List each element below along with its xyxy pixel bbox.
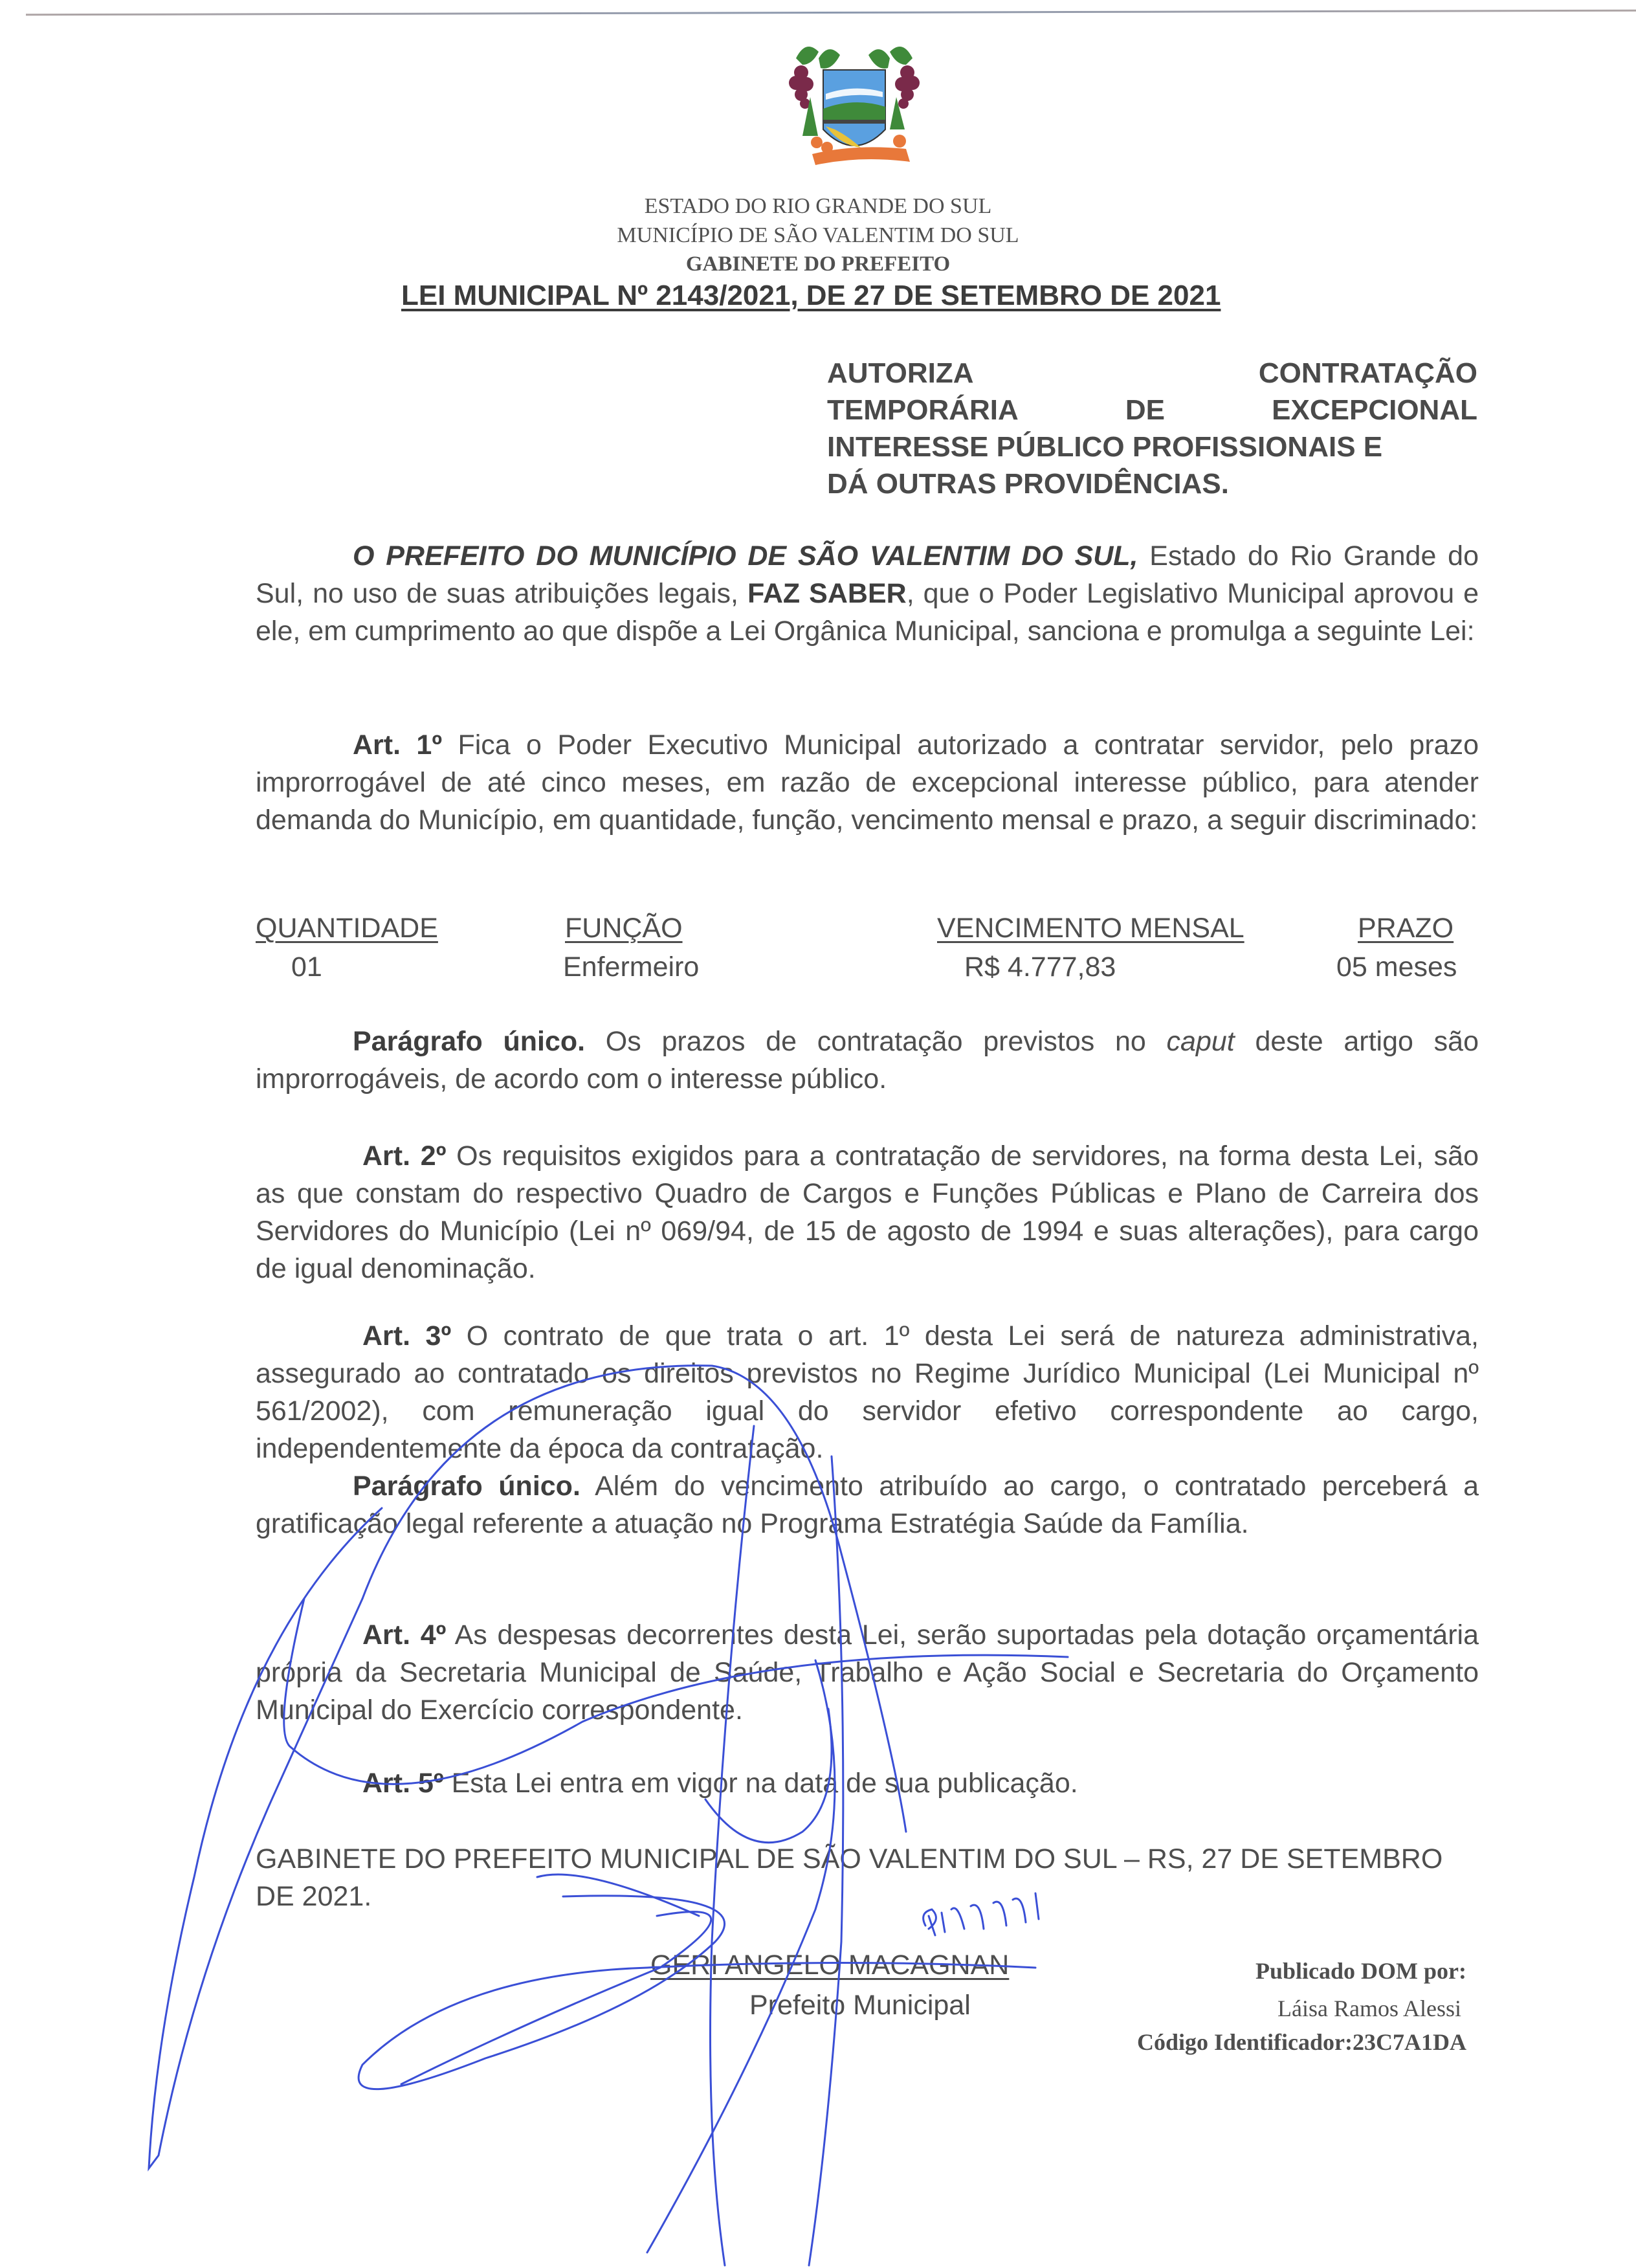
coat-of-arms-icon xyxy=(777,32,932,168)
article-5 xyxy=(256,1764,1479,1802)
paragraph-label: Parágrafo único. xyxy=(353,1026,586,1057)
article-text: Fica o Poder Executivo Municipal autorizado a contratar servidor, pelo prazo improrrogável de até cinco meses, em razão de excepcional interesse público, para atender demanda do Município, em quantidade, função, vencimento mensal e prazo, a seguir discriminado: xyxy=(256,729,1479,836)
preamble-text: , que o Poder Legislativo Municipal aprovou e ele, em cumprimento ao que dispõe a Lei Orgânica Municipal, sanciona e promulga a seguinte Lei: xyxy=(256,578,1479,647)
summary-line: DÁ OUTRAS PROVIDÊNCIAS. xyxy=(827,468,1229,500)
paragraph-caput: caput xyxy=(1166,1026,1235,1057)
article-label: Art. 4º xyxy=(362,1619,447,1651)
publication-code: Código Identificador:23C7A1DA xyxy=(1137,2029,1466,2055)
closing-place-date: GABINETE DO PREFEITO MUNICIPAL DE SÃO VALENTIM DO SUL – RS, 27 DE SETEMBRO DE 2021. xyxy=(256,1843,1443,1912)
signature-stroke xyxy=(401,1912,711,2084)
article-label: Art. 5º xyxy=(362,1768,444,1799)
paragraph-label: Parágrafo único. xyxy=(353,1471,580,1502)
article-label: Art. 2º xyxy=(362,1140,447,1172)
summary-word: AUTORIZA xyxy=(827,357,974,389)
article-text: Esta Lei entra em vigor na data de sua publicação. xyxy=(443,1768,1078,1799)
publication-publisher: Láisa Ramos Alessi xyxy=(1277,1996,1461,2021)
paragraph-text: deste artigo são improrrogáveis, de acordo com o interesse público. xyxy=(256,1026,1479,1095)
summary-word: DE xyxy=(1125,394,1166,426)
preamble-faz-saber: FAZ SABER xyxy=(747,578,907,609)
paragraph-text: Os prazos de contratação previstos no xyxy=(585,1026,1167,1057)
signatory-role: Prefeito Municipal xyxy=(749,1990,971,2021)
preamble-text: Estado do Rio Grande do Sul, no uso de suas atribuições legais, xyxy=(256,540,1479,609)
summary-word: TEMPORÁRIA xyxy=(827,394,1019,426)
cell-funcao: Enfermeiro xyxy=(563,951,700,983)
signatory-name: GERI ANGELO MACAGNAN xyxy=(650,1950,1010,1981)
header-municipality: MUNICÍPIO DE SÃO VALENTIM DO SUL xyxy=(617,223,1019,247)
header-state: ESTADO DO RIO GRANDE DO SUL xyxy=(644,194,992,218)
cell-vencimento: R$ 4.777,83 xyxy=(964,951,1116,983)
article-3 xyxy=(256,1317,1479,1542)
law-summary xyxy=(827,355,1477,502)
article-label: Art. 1º xyxy=(353,729,443,761)
preamble xyxy=(256,537,1479,650)
signature-stroke xyxy=(149,1508,382,2168)
column-header-prazo: PRAZO xyxy=(1358,913,1454,944)
publication-label: Publicado DOM por: xyxy=(1255,1958,1466,1984)
scan-edge-line xyxy=(26,10,1636,16)
column-header-funcao: FUNÇÃO xyxy=(565,913,683,944)
column-header-quantidade: QUANTIDADE xyxy=(256,913,438,944)
summary-word: EXCEPCIONAL xyxy=(1272,394,1477,426)
law-title: LEI MUNICIPAL Nº 2143/2021, DE 27 DE SETEMBRO DE 2021 xyxy=(401,280,1221,311)
article-1-sole-paragraph xyxy=(256,1023,1479,1098)
article-text: O contrato de que trata o art. 1º desta Lei será de natureza administrativa, assegurado ao contratado os direitos previstos no Regime Jurídico Municipal (Lei Municipal nº 561/2002), com remuneração igual do servidor efetivo correspondente ao cargo, independentemente da época da contratação. xyxy=(256,1320,1479,1464)
article-text: As despesas decorrentes desta Lei, serão suportadas pela dotação orçamentária própria da Secretaria Municipal de Saúde, Trabalho e Ação Social e Secretaria do Orçamento Municipal do Exercício correspondente. xyxy=(256,1619,1479,1726)
header-office: GABINETE DO PREFEITO xyxy=(685,252,951,276)
article-2 xyxy=(256,1137,1479,1287)
preamble-intro: O PREFEITO DO MUNICÍPIO DE SÃO VALENTIM DO SUL, xyxy=(353,540,1138,572)
cell-quantidade: 01 xyxy=(291,951,322,983)
article-text: Os requisitos exigidos para a contratação de servidores, na forma desta Lei, são as que constam do respectivo Quadro de Cargos e Funções Públicas e Plano de Carreira dos Servidores do Município (Lei nº 069/94, de 15 de agosto de 1994 e suas alterações), para cargo de igual denominação. xyxy=(256,1140,1479,1284)
paragraph-text: Além do vencimento atribuído ao cargo, o contratado perceberá a gratificação legal referente a atuação no Programa Estratégia Saúde da Família. xyxy=(256,1471,1479,1539)
article-4 xyxy=(256,1616,1479,1729)
article-label: Art. 3º xyxy=(362,1320,452,1351)
shield xyxy=(823,70,885,148)
article-1 xyxy=(256,726,1479,839)
summary-word: CONTRATAÇÃO xyxy=(1258,357,1477,389)
summary-line: INTERESSE PÚBLICO PROFISSIONAIS E xyxy=(827,431,1383,463)
cell-prazo: 05 meses xyxy=(1336,951,1457,983)
column-header-vencimento: VENCIMENTO MENSAL xyxy=(937,913,1244,944)
